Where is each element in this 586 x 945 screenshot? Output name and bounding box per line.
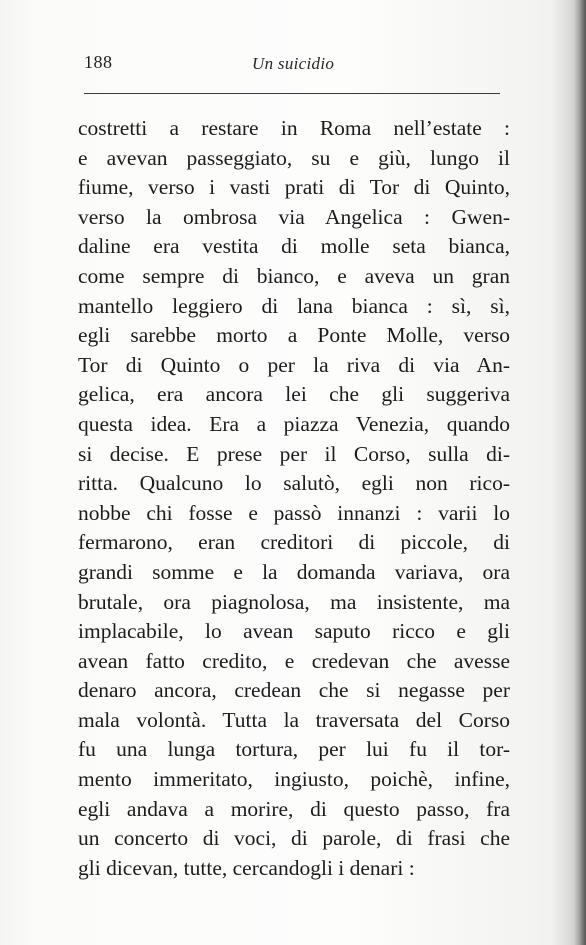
page-edge-shadow — [574, 0, 586, 945]
body-text — [78, 114, 510, 883]
text-line: gli dicevan, tutte, cercandogli i denari : — [78, 855, 415, 880]
text-line: egli sarebbe morto a Ponte Molle, verso — [78, 323, 510, 348]
text-line: avean fatto credito, e credevan che avesse — [78, 648, 510, 673]
header-rule — [84, 93, 500, 94]
text-line: ritta. Qualcuno lo salutò, egli non rico- — [78, 471, 510, 496]
text-line: fermarono, eran creditori di piccole, di — [78, 530, 510, 555]
text-line: daline era vestita di molle seta bianca, — [78, 234, 510, 259]
text-line: fiume, verso i vasti prati di Tor di Quinto, — [78, 175, 510, 200]
running-title: Un suicidio — [252, 54, 335, 73]
text-line: grandi somme e la domanda variava, ora — [78, 559, 510, 584]
text-line: brutale, ora piagnolosa, ma insistente, ma — [78, 589, 510, 614]
text-line: mantello leggiero di lana bianca : sì, sì, — [78, 293, 510, 318]
page-header — [84, 52, 500, 82]
text-line: mento immeritato, ingiusto, poichè, infine, — [78, 767, 510, 792]
text-line: costretti a restare in Roma nell’estate : — [78, 116, 510, 140]
text-line: fu una lunga tortura, per lui fu il tor- — [78, 737, 510, 762]
text-line: nobbe chi fosse e passò innanzi : varii lo — [78, 500, 510, 525]
text-line: egli andava a morire, di questo passo, fra — [78, 796, 510, 821]
text-line: un concerto di voci, di parole, di frasi che — [78, 826, 510, 851]
text-line: come sempre di bianco, e aveva un gran — [78, 263, 510, 288]
text-line: e avevan passeggiato, su e giù, lungo il — [78, 145, 510, 170]
text-line: denaro ancora, credean che si negasse per — [78, 678, 510, 703]
text-line: questa idea. Era a piazza Venezia, quando — [78, 411, 510, 436]
text-line: gelica, era ancora lei che gli suggeriva — [78, 382, 510, 407]
text-line: si decise. E prese per il Corso, sulla di- — [78, 441, 510, 466]
page-number: 188 — [84, 52, 113, 72]
text-line: Tor di Quinto o per la riva di via An- — [78, 352, 510, 377]
text-line: mala volontà. Tutta la traversata del Corso — [78, 707, 510, 732]
text-line: verso la ombrosa via Angelica : Gwen- — [78, 204, 510, 229]
text-line: implacabile, lo avean saputo ricco e gli — [78, 619, 510, 644]
